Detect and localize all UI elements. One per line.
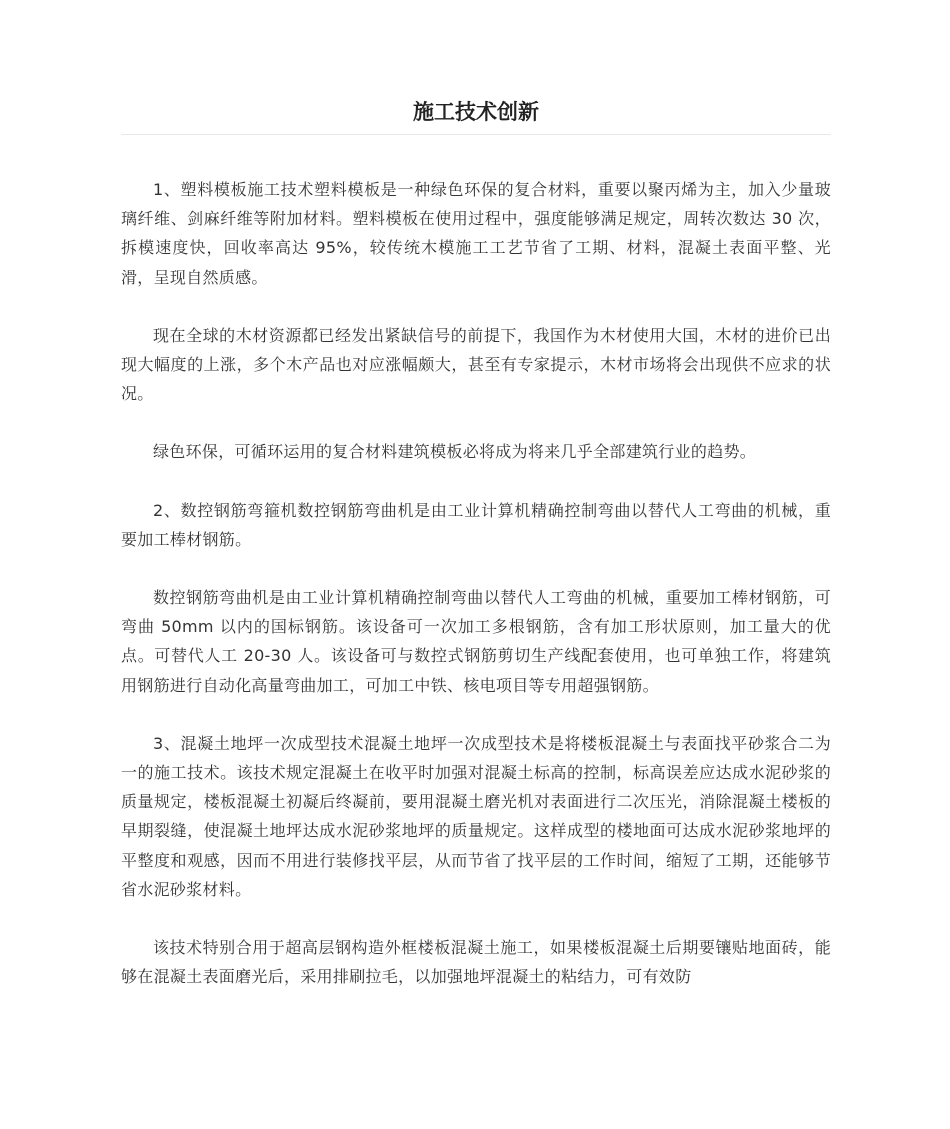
- paragraph-2: 现在全球的木材资源都已经发出紧缺信号的前提下，我国作为木材使用大国，木材的进价已出现大幅度的上涨，多个木产品也对应涨幅颇大，甚至有专家提示，木材市场将会出现供不应求的状况。: [121, 325, 831, 404]
- paragraph-3: 绿色环保，可循环运用的复合材料建筑模板必将成为将来几乎全部建筑行业的趋势。: [153, 442, 757, 462]
- document-page: [121, 92, 831, 1020]
- paragraph-4: 2、数控钢筋弯箍机数控钢筋弯曲机是由工业计算机精确控制弯曲以替代人工弯曲的机械，重要加工棒材钢筋。: [121, 500, 831, 549]
- paragraph-5: 数控钢筋弯曲机是由工业计算机精确控制弯曲以替代人工弯曲的机械，重要加工棒材钢筋，可弯曲 50mm 以内的国标钢筋。该设备可一次加工多根钢筋，含有加工形状原则，加工量大的优点。可替代人工 20-30 人。该设备可与数控式钢筋剪切生产线配套使用，也可单独工作，将建筑用钢筋进行自动化高量弯曲加工，可加工中铁、核电项目等专用超强钢筋。: [121, 588, 831, 695]
- paragraph-7: 该技术特别合用于超高层钢构造外框楼板混凝土施工，如果楼板混凝土后期要镶贴地面砖，能够在混凝土表面磨光后，采用排刷拉毛，以加强地坪混凝土的粘结力，可有效防: [121, 938, 831, 987]
- title-divider: [121, 134, 831, 135]
- paragraph-1: 1、塑料模板施工技术塑料模板是一种绿色环保的复合材料，重要以聚丙烯为主，加入少量玻璃纤维、剑麻纤维等附加材料。塑料模板在使用过程中，强度能够满足规定，周转次数达 30 次，拆模速度快，回收率高达 95%，较传统木模施工工艺节省了工期、材料，混凝土表面平整、光滑，呈现自然质感。: [121, 180, 831, 287]
- paragraph-6: 3、混凝土地坪一次成型技术混凝土地坪一次成型技术是将楼板混凝土与表面找平砂浆合二为一的施工技术。该技术规定混凝土在收平时加强对混凝土标高的控制，标高误差应达成水泥砂浆的质量规定，楼板混凝土初凝后终凝前，要用混凝土磨光机对表面进行二次压光，消除混凝土楼板的早期裂缝，使混凝土地坪达成水泥砂浆地坪的质量规定。这样成型的楼地面可达成水泥砂浆地坪的平整度和观感，因而不用进行装修找平层，从而节省了找平层的工作时间，缩短了工期，还能够节省水泥砂浆材料。: [121, 733, 831, 899]
- page-title: 施工技术创新: [413, 100, 539, 124]
